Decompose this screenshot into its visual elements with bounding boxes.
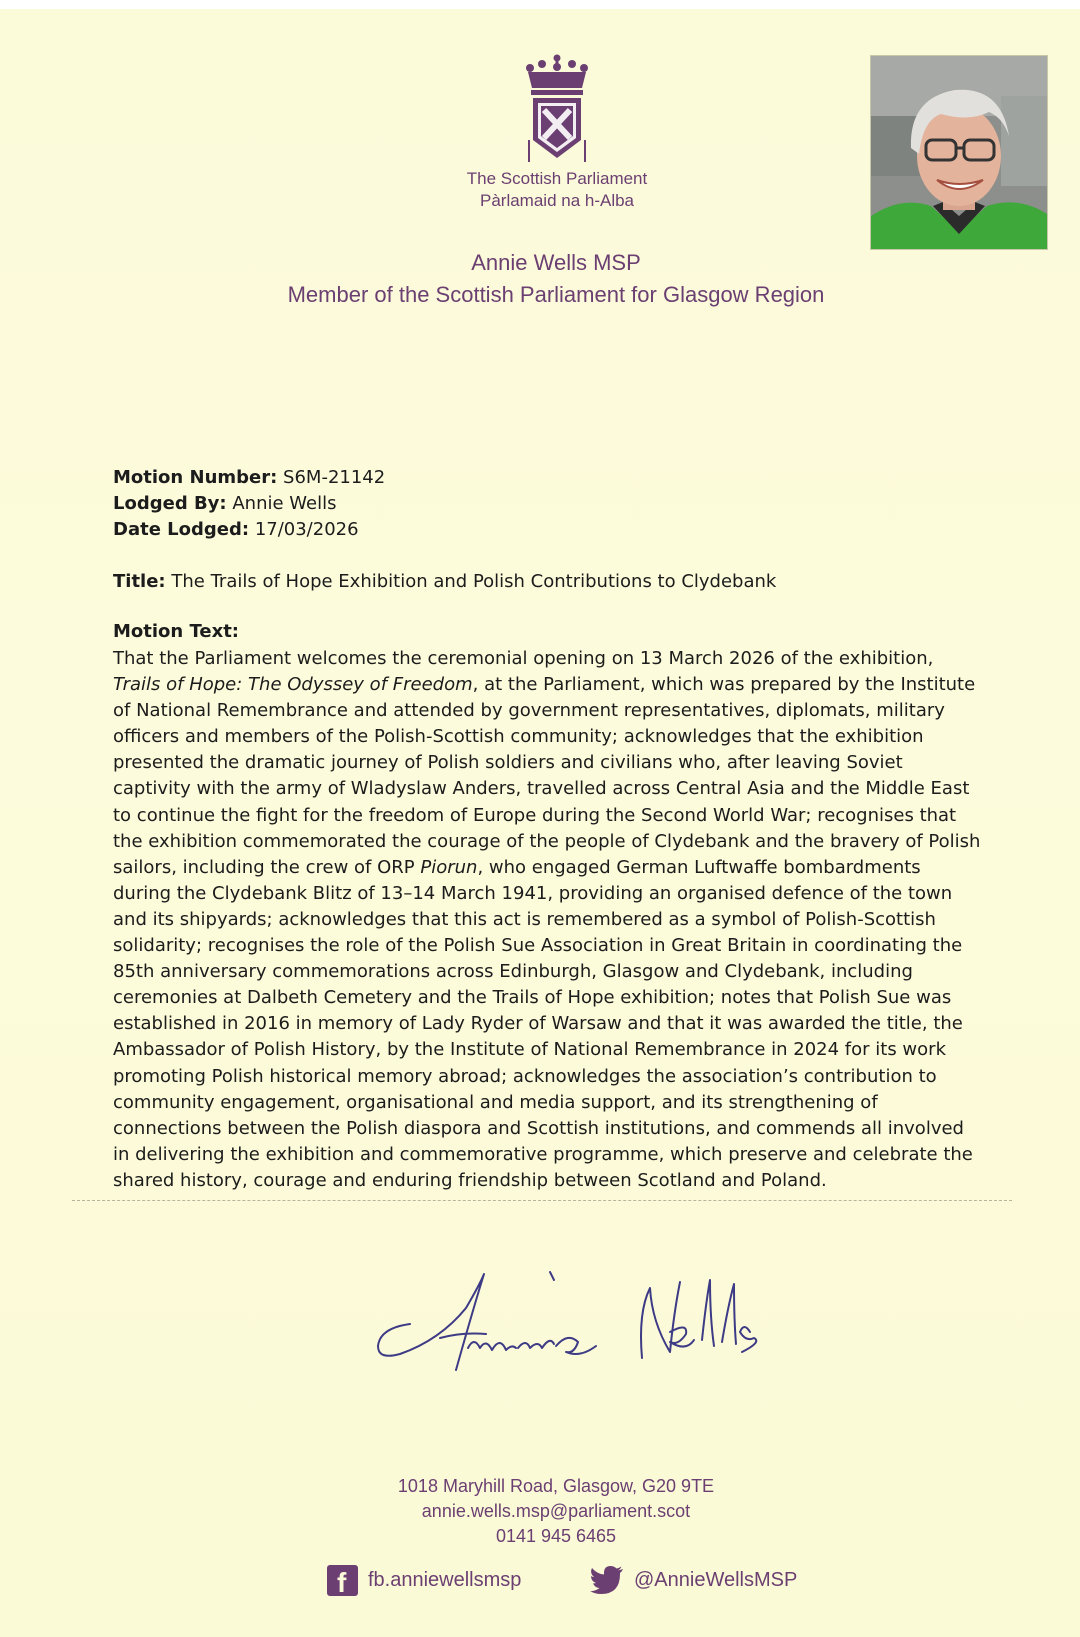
facebook-link[interactable] [327,1563,521,1597]
motion-text-line: in delivering the exhibition and commemorative programme, which preserve and celebrate the [113,1143,973,1165]
motion-text-line: Ambassador of Polish History, by the Institute of National Remembrance in 2024 for its work [113,1039,946,1061]
motion-text-line: officers and members of the Polish-Scottish community; acknowledges that the exhibition [113,726,924,748]
footer-address: 1018 Maryhill Road, Glasgow, G20 9TE [397,1476,715,1496]
motion-text-body [113,646,993,1194]
footer-email[interactable]: annie.wells.msp@parliament.scot [421,1501,691,1521]
date-lodged-line [113,517,359,543]
motion-text-line: shared history, courage and enduring friendship between Scotland and Poland. [113,1169,827,1191]
twitter-handle: @AnnieWellsMSP [634,1568,798,1591]
motion-text-label: Motion Text: [113,621,240,642]
motion-text-line: That the Parliament welcomes the ceremonial opening on 13 March 2026 of the exhibition, [113,648,934,669]
twitter-bird-icon [590,1565,624,1595]
footer-phone: 0141 945 6465 [495,1526,617,1546]
scottish-parliament-crest-icon [522,54,592,166]
mp-name: Annie Wells MSP [471,250,641,275]
motion-text-line: sailors, including the crew of ORP Piorun, who engaged German Luftwaffe bombardments [113,856,921,878]
motion-text-line: community engagement, organisational and media support, and its strengthening of [113,1091,878,1113]
facebook-icon: f [327,1565,358,1596]
motion-text-line: connections between the Polish diaspora and Scottish institutions, and commends all involved [113,1117,964,1139]
motion-text-line: established in 2016 in memory of Lady Ryder of Warsaw and that it was awarded the title, the [113,1013,963,1035]
handwritten-signature [370,1262,830,1382]
motion-text-line: and its shipyards; acknowledges that this act is remembered as a symbol of Polish-Scottish [113,908,936,930]
date-lodged-label: Date Lodged: [113,519,250,540]
motion-title: The Trails of Hope Exhibition and Polish Contributions to Clydebank [171,571,777,592]
motion-text-line: solidarity; recognises the role of the Polish Sue Association in Great Britain in coordinating the [113,935,963,957]
facebook-handle: fb.anniewellsmsp [368,1568,522,1591]
motion-number-label: Motion Number: [113,467,278,488]
motion-text-line: 85th anniversary commemorations across Edinburgh, Glasgow and Clydebank, including [113,961,913,983]
motion-text-line: during the Clydebank Blitz of 13–14 March 1941, providing an organised defence of the town [113,882,953,904]
date-lodged: 17/03/2026 [254,519,359,540]
page-divider [72,1200,1012,1201]
motion-text-line: captivity with the army of Wladyslaw Anders, travelled across Central Asia and the Middle East [113,778,970,800]
motion-text-line: the exhibition commemorated the courage of the people of Clydebank and the bravery of Polish [113,830,981,852]
parliament-name-gaelic: Pàrlamaid na h-Alba [479,191,635,210]
motion-number-line [113,465,385,491]
motion-number: S6M-21142 [283,467,386,488]
motion-title-line [113,569,776,595]
motion-title-label: Title: [113,571,166,592]
motion-text-line: promoting Polish historical memory abroad; acknowledges the association’s contribution to [113,1065,937,1087]
twitter-link[interactable] [590,1563,797,1597]
motion-text-line: of National Remembrance and attended by government representatives, diplomats, military [113,700,945,722]
lodged-by-label: Lodged By: [113,493,227,514]
motion-text-line: presented the dramatic journey of Polish soldiers and civilians who, after leaving Soviet [113,752,903,774]
motion-text-line: Trails of Hope: The Odyssey of Freedom, at the Parliament, which was prepared by the Institute [113,674,976,696]
motion-text-line: ceremonies at Dalbeth Cemetery and the Trails of Hope exhibition; notes that Polish Sue was [113,987,952,1009]
motion-text-line: to continue the fight for the freedom of Europe during the Second World War; recognises that [113,804,957,826]
lodged-by: Annie Wells [232,493,337,514]
lodged-by-line [113,491,336,517]
mp-role: Member of the Scottish Parliament for Glasgow Region [287,282,825,307]
parliament-name-english: The Scottish Parliament [466,169,648,188]
mp-portrait-photo [871,56,1047,249]
top-strip [0,0,1080,9]
